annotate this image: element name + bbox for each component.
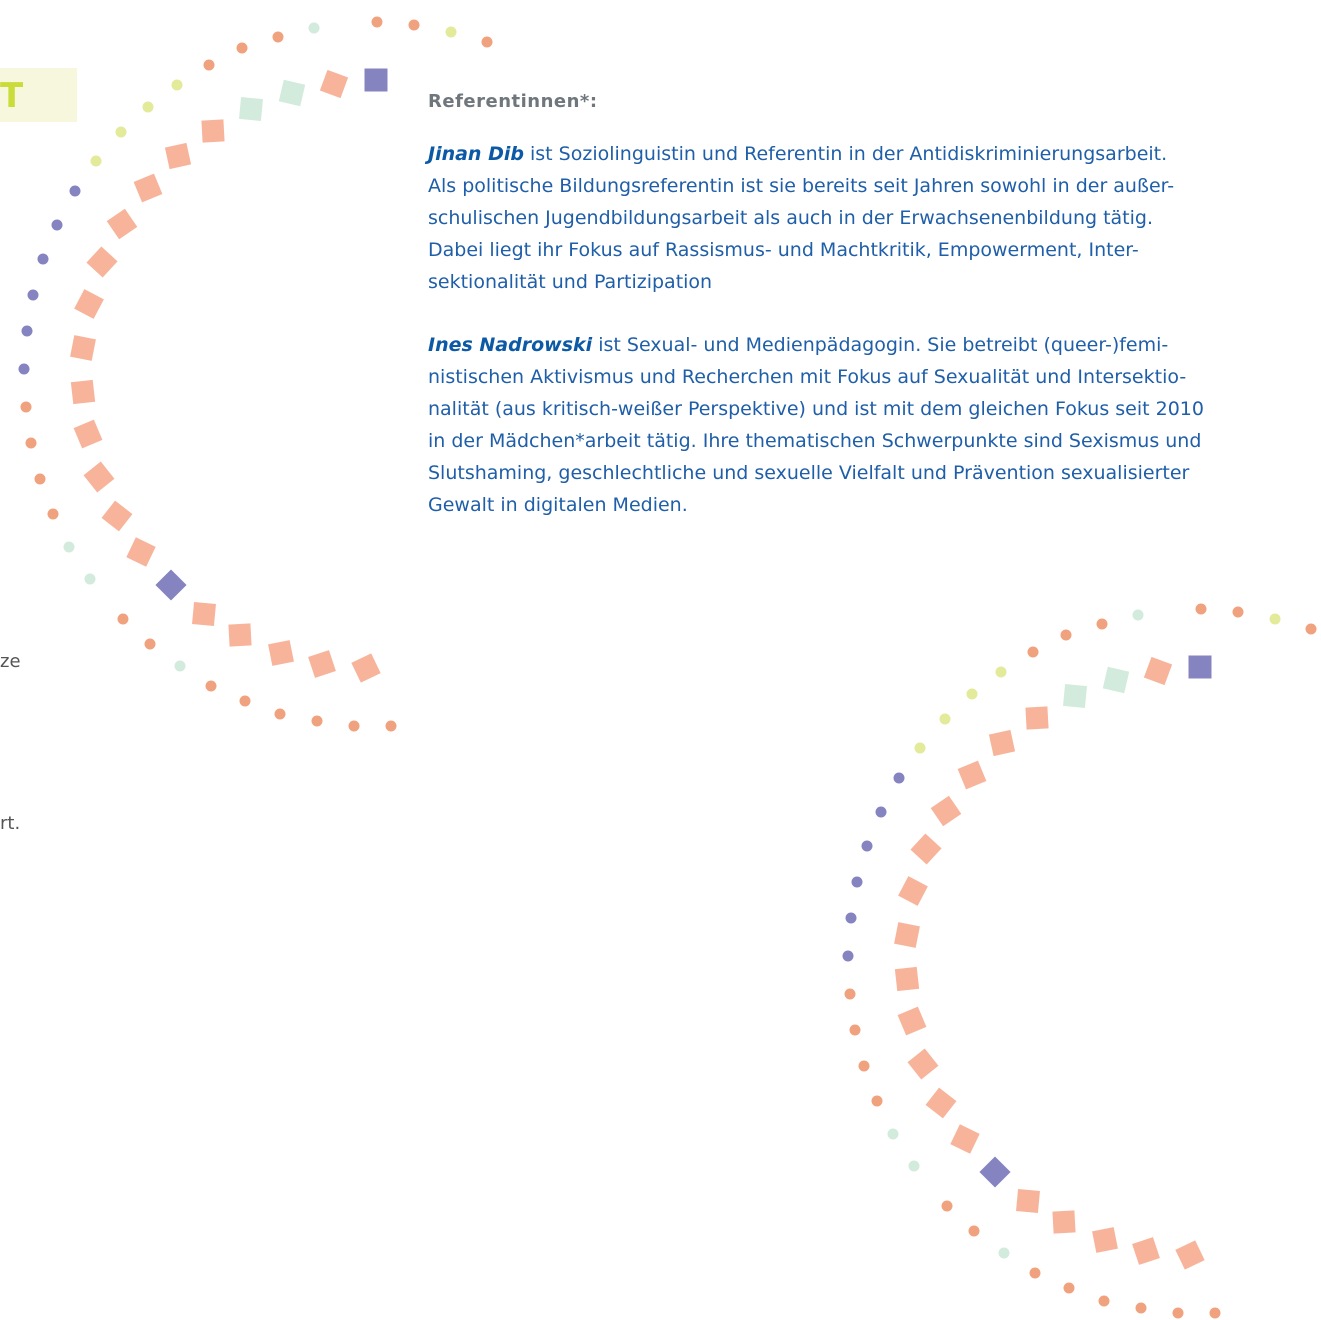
decorative-dot	[273, 32, 284, 43]
decorative-dot	[850, 1025, 861, 1036]
bio-text: nistischen Aktivismus und Recherchen mit Fokus auf Sexualität und Intersektio-	[428, 366, 1187, 388]
decorative-square	[74, 420, 103, 449]
decorative-square	[201, 119, 224, 142]
decorative-square	[268, 640, 294, 666]
cutoff-text-fragment: ze	[0, 651, 21, 672]
decorative-dot	[999, 1248, 1010, 1259]
decorative-dot	[64, 542, 75, 553]
decorative-square	[931, 796, 962, 827]
decorative-dot	[21, 402, 32, 413]
bio-text: ist Sexual- und Medienpädagogin. Sie betreibt (queer-)femi-	[592, 334, 1169, 356]
decorative-square	[102, 501, 133, 532]
bio-text: sektionalität und Partizipation	[428, 271, 713, 293]
decorative-dot	[1030, 1268, 1041, 1279]
bio-text: schulischen Jugendbildungsarbeit als auch in der Erwachsenenbildung tätig.	[428, 207, 1154, 229]
decorative-square	[71, 380, 95, 404]
decorative-square	[134, 174, 163, 203]
decorative-square	[950, 1124, 979, 1153]
decorative-dot	[143, 102, 154, 113]
decorative-square	[351, 653, 380, 682]
bio-text: Dabei liegt ihr Fokus auf Rassismus- und Machtkritik, Empowerment, Inter-	[428, 239, 1139, 261]
speaker-bio-nadrowski	[428, 329, 1228, 521]
decorative-diamond-accent	[979, 1156, 1010, 1187]
decorative-dot	[91, 156, 102, 167]
decorative-square	[126, 537, 155, 566]
decorative-dot	[888, 1129, 899, 1140]
decorative-dot	[172, 80, 183, 91]
decorative-dot	[969, 1226, 980, 1237]
decorative-square	[958, 761, 987, 790]
decorative-dot	[1028, 647, 1039, 658]
decorative-square	[192, 602, 216, 626]
page-title-fragment: T	[0, 76, 24, 116]
decorative-square	[1052, 1210, 1075, 1233]
decorative-dot	[1061, 630, 1072, 641]
decorative-dot	[275, 709, 286, 720]
decorative-dot	[409, 20, 420, 31]
decorative-dot	[915, 743, 926, 754]
decorative-dot	[1306, 624, 1317, 635]
decorative-square	[908, 1049, 939, 1080]
decorative-dot	[1196, 604, 1207, 615]
decorative-dot	[940, 714, 951, 725]
decorative-dot	[52, 220, 63, 231]
decorative-dot	[35, 474, 46, 485]
decorative-dot	[1064, 1283, 1075, 1294]
decorative-dot	[386, 721, 397, 732]
decorative-dot	[1270, 614, 1281, 625]
decorative-square	[894, 922, 920, 948]
speaker-bio-dib	[428, 138, 1228, 298]
bio-text: ist Soziolinguistin und Referentin in der Antidiskriminierungsarbeit.	[523, 143, 1168, 165]
decorative-dot	[309, 23, 320, 34]
decorative-dot	[894, 773, 905, 784]
bio-text: in der Mädchen*arbeit tätig. Ihre thematischen Schwerpunkte sind Sexismus und	[428, 430, 1202, 452]
decorative-dot	[38, 254, 49, 265]
decorative-dot	[876, 807, 887, 818]
decorative-square	[1016, 1189, 1040, 1213]
section-heading: Referentinnen*:	[428, 91, 598, 112]
decorative-dot	[1173, 1308, 1184, 1319]
decorative-dot	[859, 1061, 870, 1072]
decorative-dot	[145, 639, 156, 650]
decorative-square	[86, 246, 117, 277]
decorative-dot	[446, 27, 457, 38]
decorative-square	[74, 289, 104, 319]
decorative-square-accent	[365, 69, 388, 92]
decorative-square	[1063, 684, 1087, 708]
bio-text: Gewalt in digitalen Medien.	[428, 494, 688, 516]
decorative-dot	[48, 509, 59, 520]
decorative-square	[1092, 1227, 1118, 1253]
decorative-dot	[843, 951, 854, 962]
decorative-square	[926, 1088, 957, 1119]
bio-text: nalität (aus kritisch-weißer Perspektive) und ist mit dem gleichen Fokus seit 2010	[428, 398, 1204, 420]
decorative-square-accent	[1189, 656, 1212, 679]
decorative-dot	[28, 290, 39, 301]
speaker-name: Jinan Dib	[428, 143, 524, 165]
decorative-dot	[204, 60, 215, 71]
bio-text: Als politische Bildungsreferentin ist sie bereits seit Jahren sowohl in der außer-	[428, 175, 1175, 197]
decorative-square	[910, 833, 941, 864]
decorative-square	[279, 80, 305, 106]
decorative-square	[320, 70, 348, 98]
decorative-square	[898, 876, 928, 906]
decorative-diamond-accent	[155, 569, 186, 600]
cutoff-text-fragment: rt.	[0, 813, 21, 834]
decorative-dot	[482, 37, 493, 48]
decorative-square	[1025, 706, 1048, 729]
decorative-dot	[967, 689, 978, 700]
decorative-dot	[85, 574, 96, 585]
decorative-dot	[872, 1096, 883, 1107]
decorative-dot	[116, 127, 127, 138]
decorative-dot	[372, 17, 383, 28]
decorative-dot	[1133, 610, 1144, 621]
decorative-dot	[349, 721, 360, 732]
decorative-square	[228, 623, 251, 646]
speakers-section	[428, 89, 1228, 552]
bio-text: Slutshaming, geschlechtliche und sexuelle Vielfalt und Prävention sexualisierter	[428, 462, 1190, 484]
decorative-dot	[206, 681, 217, 692]
decorative-square	[308, 650, 336, 678]
decorative-dot	[26, 438, 37, 449]
decorative-square	[84, 462, 115, 493]
decorative-dot	[942, 1201, 953, 1212]
decorative-dot	[845, 989, 856, 1000]
decorative-dot	[1136, 1303, 1147, 1314]
decorative-dot	[237, 43, 248, 54]
decorative-dot	[862, 841, 873, 852]
decorative-dot	[996, 667, 1007, 678]
decorative-dot	[1099, 1296, 1110, 1307]
decorative-square	[895, 967, 919, 991]
decorative-square	[989, 730, 1015, 756]
decorative-square	[898, 1007, 927, 1036]
decorative-dot	[312, 716, 323, 727]
decorative-square	[165, 143, 191, 169]
decorative-dot	[118, 614, 129, 625]
decorative-square	[1144, 657, 1172, 685]
decorative-square	[107, 209, 138, 240]
decorative-dot	[852, 877, 863, 888]
speaker-name: Ines Nadrowski	[428, 334, 593, 356]
decorative-dot	[19, 364, 30, 375]
decorative-dot	[22, 326, 33, 337]
decorative-dot	[240, 696, 251, 707]
decorative-dot	[909, 1161, 920, 1172]
decorative-square	[70, 335, 96, 361]
decorative-dot	[1097, 619, 1108, 630]
decorative-square	[239, 97, 263, 121]
decorative-dot	[846, 913, 857, 924]
decorative-dot	[70, 186, 81, 197]
decorative-dot	[1233, 607, 1244, 618]
decorative-square	[1132, 1237, 1160, 1265]
decorative-dot	[175, 661, 186, 672]
decorative-square	[1103, 667, 1129, 693]
decorative-square	[1175, 1240, 1204, 1269]
decorative-dot	[1210, 1308, 1221, 1319]
